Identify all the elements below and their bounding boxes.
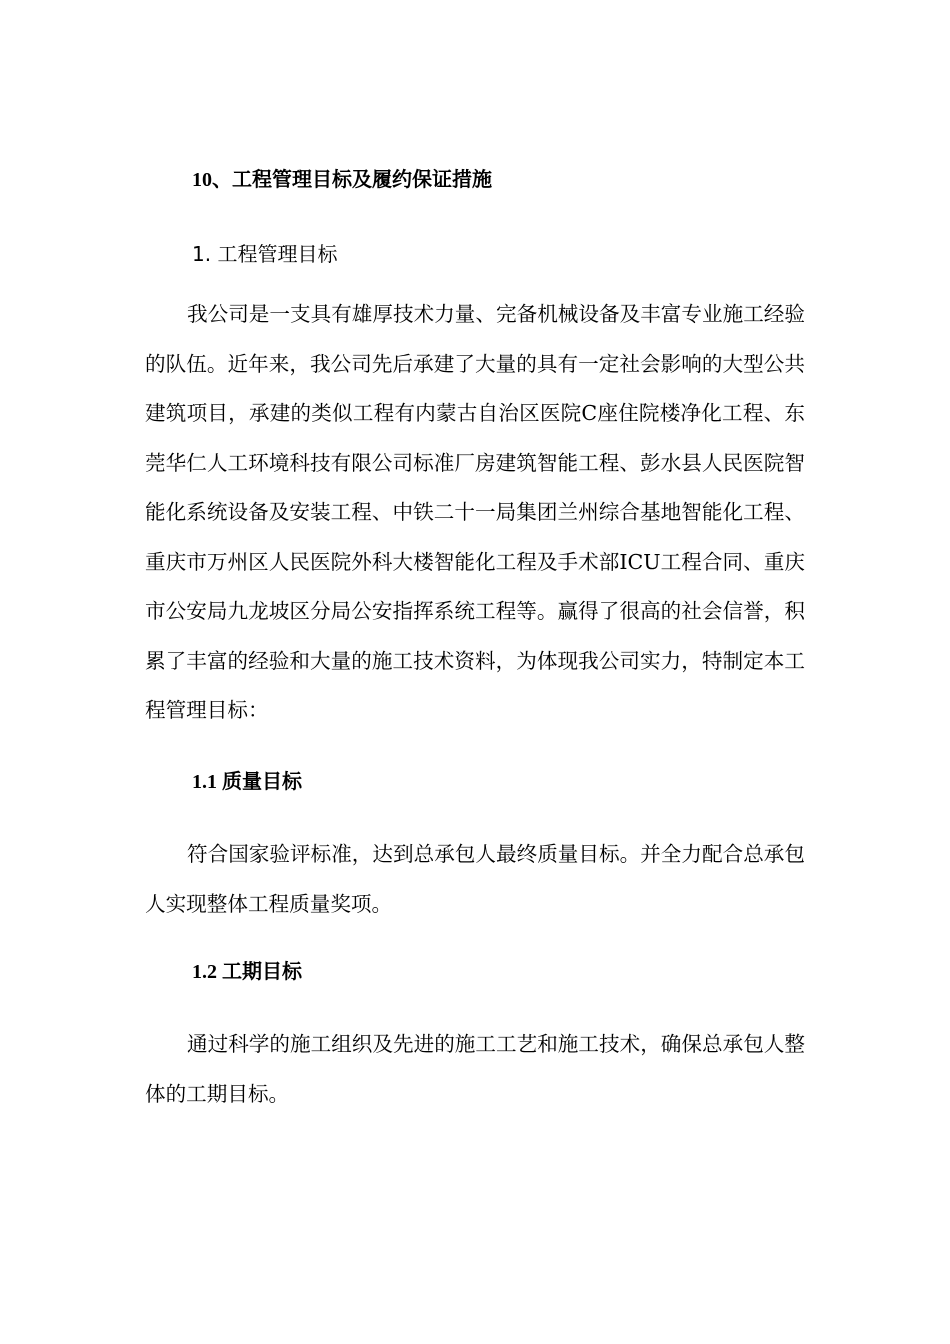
subsection-title: 1. 工程管理目标 (192, 242, 338, 266)
intro-paragraph: 我公司是一支具有雄厚技术力量、完备机械设备及丰富专业施工经验的队伍。近年来，我公司先后承建了大量的具有一定社会影响的大型公共建筑项目，承建的类似工程有内蒙古自治区医院C座住院楼净化工程、东莞华仁人工环境科技有限公司标准厂房建筑智能工程、彭水县人民医院智能化系统设备及安装工程、中铁二十一局集团兰州综合基地智能化工程、重庆市万州区人民医院外科大楼智能化工程及手术部ICU工程合同、重庆市公安局九龙坡区分局公安指挥系统工程等。赢得了很高的社会信誉，积累了丰富的经验和大量的施工技术资料，为体现我公司实力，特制定本工程管理目标： (145, 302, 805, 722)
schedule-goal-title: 1.2 工期目标 (192, 961, 302, 983)
quality-goal-text: 符合国家验评标准，达到总承包人最终质量目标。并全力配合总承包人实现整体工程质量奖项。 (145, 842, 805, 916)
quality-goal-title: 1.1 质量目标 (192, 771, 302, 793)
section-title: 10、工程管理目标及履约保证措施 (192, 169, 492, 191)
schedule-goal-text: 通过科学的施工组织及先进的施工工艺和施工技术，确保总承包人整体的工期目标。 (145, 1032, 805, 1106)
